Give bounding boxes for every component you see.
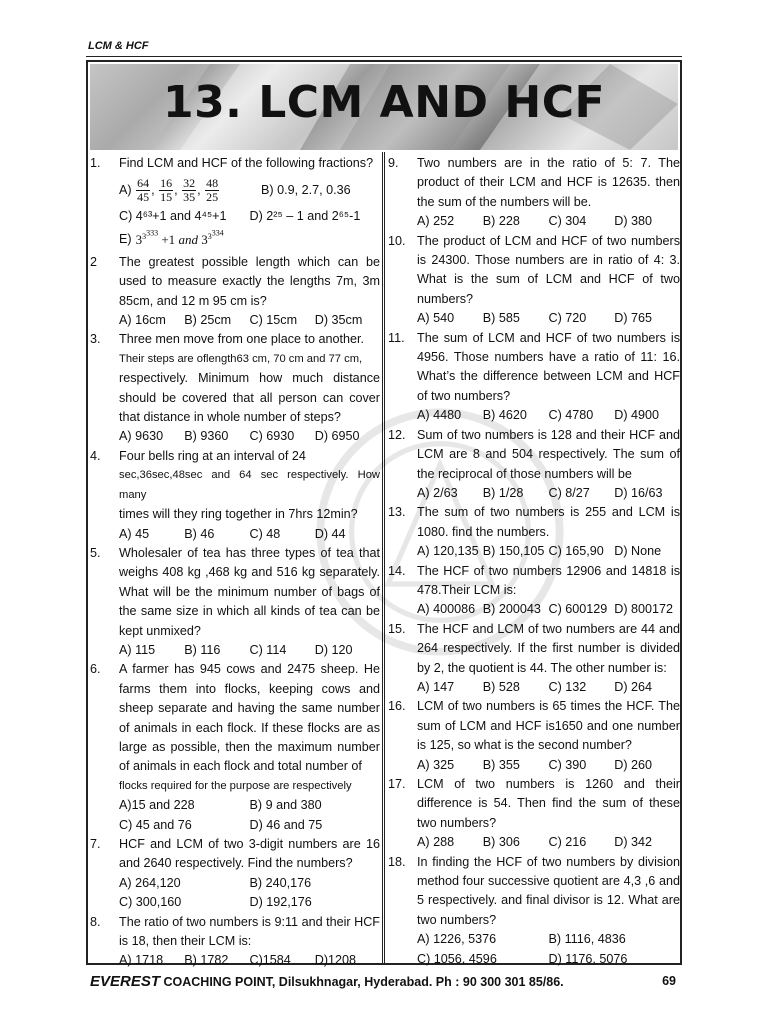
option-b: B) 240,176 [249,875,312,890]
numerator: 32 [183,175,196,190]
option-d: D) 4900 [614,408,660,423]
denominator: 35 [183,189,196,204]
option-a: A) $\frac{64}{45}$ , $\frac{16}{15}$ , $\frac{32}{35}$ , $\frac{48}{25}$ [119,175,219,204]
question-text: sec,36sec,48sec and 64 sec respectively. How many [119,469,380,501]
options-row [119,874,380,893]
question-number: 1. [90,156,101,170]
denominator: 25 [206,189,219,204]
option-a: A) 16cm [119,313,166,328]
top-rule [86,56,682,57]
question-14 [388,562,680,620]
option-b: B) 9 and 380 [249,798,322,813]
question-text: The HCF of two numbers 12906 and 14818 is 478.Their LCM is: [417,563,680,597]
option-c: C) 720 [548,311,587,326]
option-b: B) 585 [482,311,520,326]
question-number: 11. [388,330,405,345]
question-1 [90,154,380,253]
option-d: D) 35cm [314,313,363,328]
question-text: respectively. Minimum how much distance should be covered that all person can cover that distance in whole number of steps? [119,371,380,425]
option-label: A) [119,182,132,197]
question-12 [388,426,680,504]
option-a: A) 9630 [119,429,164,444]
question-text: Their steps are oflength63 cm, 70 cm and 77 cm, [119,352,363,365]
question-text: HCF and LCM of two 3-digit numbers are 16 and 2640 respectively. Find the numbers? [119,837,380,871]
question-11 [388,329,680,426]
option-e-expression: $3^{3^{333}} +1$ and $3^{3^{334}}$ [135,228,224,248]
question-text: LCM of two numbers is 65 times the HCF. The sum of LCM and HCF is1650 and one number is 125, so what is the second number? [417,699,680,753]
option-b: B) 228 [482,214,520,229]
question-9 [388,154,680,232]
option-d: D) 44 [314,526,346,541]
option-c: C) 216 [548,835,587,850]
question-text: The sum of two numbers is 255 and LCM is 1080. find the numbers. [417,505,680,539]
option-b: B) 200043 [482,602,541,617]
fraction [159,177,173,204]
question-text: The sum of LCM and HCF of two numbers is 4956. Those numbers have a ratio of 11: 16. What’s the difference between LCM and HCF of two numbers? [417,330,680,403]
page-title: 13. LCM AND HCF [162,77,606,128]
option-a: A) 264,120 [119,875,181,890]
running-head: LCM & HCF [88,40,149,52]
option-d: D) 192,176 [249,895,312,910]
question-text: LCM of two numbers is 1260 and their difference is 54. Then find the sum of these two numbers? [417,777,680,830]
footer-address: COACHING POINT, Dilsukhnagar, Hyderabad. Ph : 90 300 301 85/86. [160,975,564,989]
options-row [119,893,380,912]
question-text: The HCF and LCM of two numbers are 44 and 264 respectively. If the first number is divided by 2, the quotient is 44. The other number is: [417,621,680,675]
fraction [136,177,150,204]
options-row [119,951,380,970]
option-d: D)1208 [314,953,357,968]
option-e-label: E) [119,232,132,247]
question-text: The greatest possible length which can be used to measure exactly the lengths 7m, 3m 85cm, and 12 m 95 cm is? [119,254,380,308]
numerator: 48 [206,175,219,190]
option-a: A) 540 [417,311,455,326]
question-text: Three men move from one place to another. [119,332,365,347]
option-a: A) 120,135 [417,544,479,559]
option-b: B) 355 [482,757,520,772]
option-a: A) 147 [417,679,455,694]
denominator: 15 [160,189,173,204]
option-a: A)15 and 228 [119,798,195,813]
question-2 [90,253,380,331]
option-a: A) 325 [417,757,455,772]
option-c: C) 1056, 4596 [417,951,497,966]
title-banner [90,64,678,150]
option-b: B) 1782 [184,953,229,968]
footer-brand: EVEREST [90,973,161,990]
option-d: D) 380 [614,214,653,229]
option-a: A) 1718 [119,953,164,968]
right-column [388,154,680,966]
option-a: A) 45 [119,526,150,541]
options-row [417,930,680,949]
option-b: B) 306 [482,835,520,850]
page-number: 69 [662,974,676,988]
question-text: The ratio of two numbers is 9:11 and their HCF is 18, then their LCM is: [119,914,380,949]
question-text: Wholesaler of tea has three types of tea that weighs 408 kg ,468 kg and 516 kg separately. What will be the minimum number of bags of the same size in which all kinds of tea can be kept unmixed? [119,545,380,638]
options-row [417,600,680,619]
options-row [417,309,680,328]
options-row [119,525,380,544]
question-13 [388,503,680,561]
option-c: C) 15cm [249,313,298,328]
numerator: 64 [137,175,150,190]
question-text: times will they ring together in 7hrs 12min? [119,507,358,522]
option-b: B) 116 [184,642,221,657]
option-c: C) 132 [548,679,587,694]
option-c: C) 165,90 [548,544,604,559]
option-c: C) 304 [548,214,587,229]
option-c: C) 45 and 76 [119,817,192,832]
question-number: 10. [388,233,406,248]
option-a: A) 288 [417,835,455,850]
option-b: B) 150,105 [482,544,545,559]
options-row [417,212,680,231]
question-number: 2 [90,254,98,269]
option-d: D) 120 [314,642,353,657]
option-c: C) 8/27 [548,485,590,500]
option-c: C) 48 [249,526,281,541]
option-b: B) 1/28 [482,485,524,500]
question-3 [90,330,380,446]
options-row [119,173,380,207]
option-b: B) 0.9, 2.7, 0.36 [261,182,351,197]
option-c: C) 6930 [249,429,295,444]
option-b: B) 1116, 4836 [548,932,626,947]
option-d: D) 6950 [314,429,360,444]
option-d: D) 264 [614,679,653,694]
options-row [417,542,680,561]
option-c: C) 600129 [548,602,608,617]
option-c: C) 390 [548,757,587,772]
option-d: D) 765 [614,311,653,326]
option-d: D) 16/63 [614,485,663,500]
option-d: D) 800172 [614,602,674,617]
question-4 [90,447,380,544]
option-a: A) 4480 [417,408,462,423]
question-number: 12. [388,427,406,442]
option-b: B) 4620 [482,408,527,423]
option-a: A) 1226, 5376 [417,932,497,947]
question-15 [388,620,680,698]
question-number: 9. [388,156,399,170]
option-a: A) 2/63 [417,485,458,500]
option-b: B) 46 [184,526,215,541]
options-row [119,816,380,835]
question-number: 13. [388,505,406,520]
question-text: In finding the HCF of two numbers by division method four successive quotient are 4,3 ,6 and 5 respectively. and final divisor is 12. What are two numbers? [417,854,680,927]
options-row [417,756,680,775]
fraction [205,177,219,204]
options-row [417,950,680,969]
option-d: D) None [614,544,662,559]
question-10 [388,232,680,329]
question-text: Sum of two numbers is 128 and their HCF and LCM are 8 and 504 respectively. The sum of the reciprocal of those numbers will be [417,427,680,481]
option-a: A) 400086 [417,602,476,617]
option-b: B) 528 [482,679,520,694]
question-number: 14. [388,563,406,578]
fraction [182,177,196,204]
options-row [119,311,380,330]
option-a: A) 252 [417,214,455,229]
question-16 [388,697,680,775]
page-frame [86,60,682,968]
options-row [119,641,380,660]
question-5 [90,544,380,660]
question-number: 7. [90,837,101,851]
options-row [417,484,680,503]
option-b: B) 25cm [184,313,232,328]
option-c: C) 4⁶³+1 and 4⁴⁵+1 [119,209,227,224]
question-text: Two numbers are in the ratio of 5: 7. The product of their LCM and HCF is 12635. then the sum of the numbers will be. [417,156,680,209]
option-d: D) 260 [614,757,653,772]
question-number: 16. [388,699,406,714]
option-d: D) 2²⁵ – 1 and 2⁶⁵-1 [249,209,361,224]
option-c: C) 300,160 [119,895,182,910]
option-c: C) 4780 [548,408,594,423]
question-text: Four bells ring at an interval of 24 [119,448,306,463]
denominator: 45 [137,189,150,204]
question-number: 15. [388,621,406,636]
left-column [90,154,380,968]
question-17 [388,775,680,853]
question-number: 3. [90,332,101,347]
options-row [417,678,680,697]
question-text: The product of LCM and HCF of two numbers is 24300. Those numbers are in ratio of 4: 3. What is the sum of LCM and HCF of two numbers? [417,233,680,306]
options-row [119,427,380,446]
page-footer [90,973,682,990]
option-d: D) 342 [614,835,653,850]
options-row [119,796,380,815]
question-8 [90,913,380,971]
option-d: D) 46 and 75 [249,817,323,832]
option-a: A) 115 [119,642,156,657]
question-text: flocks required for the purpose are respectively [119,779,352,792]
question-number: 4. [90,448,101,463]
question-number: 17. [388,777,406,791]
options-row [417,406,680,425]
question-text: Find LCM and HCF of the following fractions? [119,156,374,170]
options-row [119,227,380,253]
question-6 [90,660,380,835]
question-text: A farmer has 945 cows and 2475 sheep. He farms them into flocks, keeping cows and sheep separate and having the same number of animals in each flock. If these flocks are as large as possible, then the maximum number of animals in each flock and total number of [119,662,380,774]
option-b: B) 9360 [184,429,229,444]
numerator: 16 [160,175,173,190]
and-word: and [178,232,198,248]
options-row [119,207,380,226]
question-number: 6. [90,662,101,677]
question-number: 18. [388,854,406,869]
question-number: 5. [90,545,101,560]
question-18 [388,853,680,969]
option-c: C) 114 [249,642,287,657]
options-row [417,833,680,852]
question-7 [90,835,380,913]
option-c: C)1584 [249,953,291,968]
question-number: 8. [90,914,101,929]
option-d: D) 1176, 5076 [548,951,628,966]
